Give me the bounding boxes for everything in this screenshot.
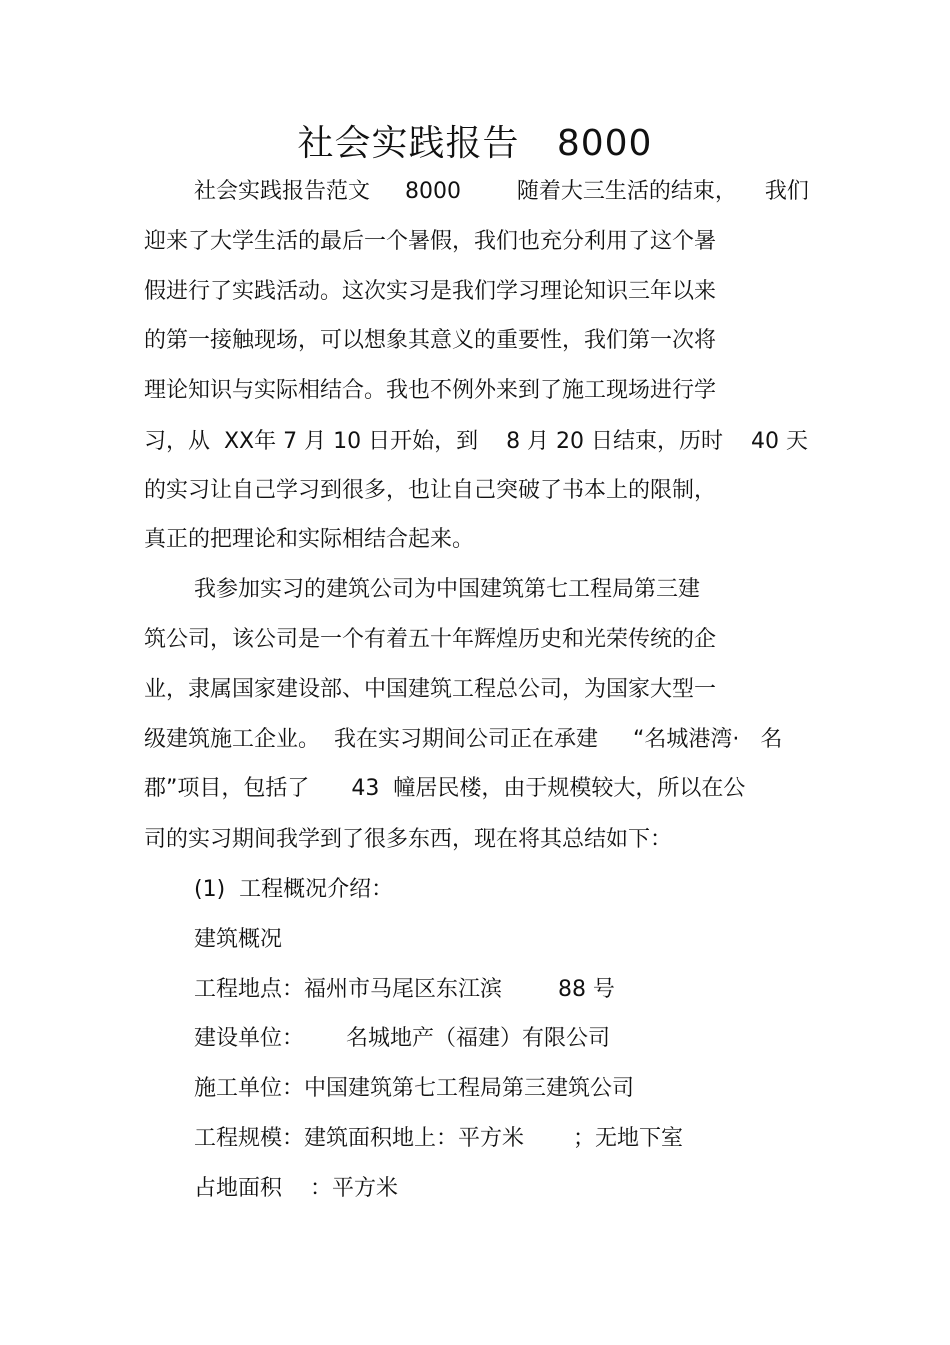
project-scale: 工程规模：建筑面积地上：平方米 ；无地下室 (194, 1126, 683, 1151)
developer-unit: 建设单位： 名城地产（福建）有限公司 (194, 1026, 610, 1051)
paragraph-2-line-5: 郡”项目，包括了 43 幢居民楼，由于规模较大，所以在公 (144, 776, 746, 801)
project-location: 工程地点：福州市马尾区东江滨 88 号 (194, 977, 615, 1002)
land-area: 占地面积 ：平方米 (194, 1176, 398, 1201)
document-title: 社会实践报告 8000 (297, 123, 653, 164)
paragraph-1-line-8: 真正的把理论和实际相结合起来。 (144, 527, 475, 552)
paragraph-1-line-3: 假进行了实践活动。这次实习是我们学习理论知识三年以来 (144, 279, 717, 304)
subsection-heading: 建筑概况 (194, 927, 283, 952)
paragraph-2-line-2: 筑公司，该公司是一个有着五十年辉煌历史和光荣传统的企 (144, 627, 717, 652)
paragraph-1-line-6: 习，从 XX年 7 月 10 日开始，到 8 月 20 日结束，历时 40 天 (144, 429, 808, 454)
paragraph-1-line-7: 的实习让自己学习到很多，也让自己突破了书本上的限制， (144, 478, 717, 503)
paragraph-1-line-4: 的第一接触现场，可以想象其意义的重要性，我们第一次将 (144, 328, 717, 353)
paragraph-2-line-4: 级建筑施工企业。 我在实习期间公司正在承建 “名城港湾· 名 (144, 727, 783, 752)
paragraph-2-line-1: 我参加实习的建筑公司为中国建筑第七工程局第三建 (194, 577, 701, 602)
paragraph-2-line-3: 业，隶属国家建设部、中国建筑工程总公司，为国家大型一 (144, 677, 717, 702)
paragraph-2-line-6: 司的实习期间我学到了很多东西，现在将其总结如下： (144, 827, 673, 852)
paragraph-1-line-5: 理论知识与实际相结合。我也不例外来到了施工现场进行学 (144, 378, 717, 403)
construction-unit: 施工单位：中国建筑第七工程局第三建筑公司 (194, 1076, 635, 1101)
paragraph-1-line-1: 社会实践报告范文 8000 随着大三生活的结束， 我们 (194, 179, 809, 204)
section-heading: (1) 工程概况介绍： (194, 877, 394, 902)
paragraph-1-line-2: 迎来了大学生活的最后一个暑假，我们也充分利用了这个暑 (144, 229, 717, 254)
